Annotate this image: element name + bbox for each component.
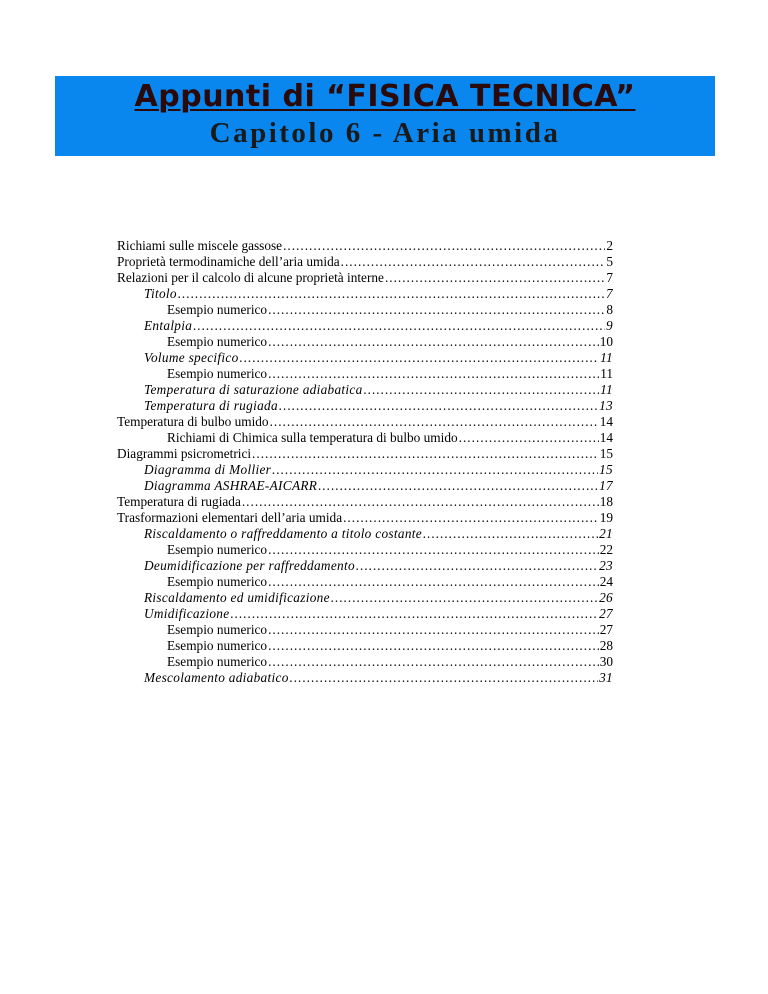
toc-entry-title: Esempio numerico bbox=[167, 542, 268, 557]
toc-entry[interactable] bbox=[117, 398, 613, 414]
toc-entry-title: Esempio numerico bbox=[167, 574, 268, 589]
toc-entry-title: Temperatura di saturazione adiabatica bbox=[144, 382, 363, 397]
toc-entry-title: Diagramma ASHRAE-AICARR bbox=[144, 478, 318, 493]
toc-dot-leader bbox=[268, 638, 599, 654]
toc-entry-title: Temperatura di rugiada bbox=[144, 398, 278, 413]
toc-dot-leader bbox=[268, 366, 599, 382]
toc-dot-leader bbox=[268, 542, 599, 558]
toc-dot-leader bbox=[268, 302, 605, 318]
toc-entry-title: Diagrammi psicrometrici bbox=[117, 446, 252, 461]
toc-entry-title: Umidificazione bbox=[144, 606, 230, 621]
toc-dot-leader bbox=[242, 494, 599, 510]
toc-entry-title: Esempio numerico bbox=[167, 638, 268, 653]
toc-dot-leader bbox=[290, 670, 598, 686]
toc-entry[interactable] bbox=[117, 350, 613, 366]
toc-entry[interactable] bbox=[117, 638, 613, 654]
toc-page-number: 28 bbox=[599, 638, 613, 653]
toc-entry-title: Temperatura di bulbo umido bbox=[117, 414, 269, 429]
toc-entry[interactable] bbox=[117, 622, 613, 638]
toc-page-number: 9 bbox=[606, 318, 613, 333]
toc-dot-leader bbox=[279, 398, 598, 414]
toc-entry-title: Proprietà termodinamiche dell’aria umida bbox=[117, 254, 340, 269]
toc-entry[interactable] bbox=[117, 414, 613, 430]
toc-dot-leader bbox=[270, 414, 599, 430]
toc-dot-leader bbox=[283, 238, 605, 254]
toc-entry[interactable] bbox=[117, 574, 613, 590]
toc-page-number: 27 bbox=[599, 606, 613, 621]
toc-entry[interactable] bbox=[117, 270, 613, 286]
toc-dot-leader bbox=[193, 318, 605, 334]
toc-entry[interactable] bbox=[117, 318, 613, 334]
toc-page-number: 2 bbox=[606, 238, 613, 253]
toc-entry[interactable] bbox=[117, 670, 613, 686]
toc-page-number: 8 bbox=[606, 302, 613, 317]
toc-entry[interactable] bbox=[117, 526, 613, 542]
toc-page-number: 11 bbox=[600, 382, 613, 397]
toc-entry-title: Esempio numerico bbox=[167, 366, 268, 381]
toc-page-number: 15 bbox=[599, 462, 613, 477]
toc-entry-title: Esempio numerico bbox=[167, 334, 268, 349]
toc-page-number: 21 bbox=[599, 526, 613, 541]
toc-page-number: 19 bbox=[599, 510, 613, 525]
toc-entry-title: Esempio numerico bbox=[167, 622, 268, 637]
toc-entry-title: Volume specifico bbox=[144, 350, 239, 365]
toc-page-number: 14 bbox=[599, 414, 613, 429]
toc-page-number: 30 bbox=[599, 654, 613, 669]
toc-dot-leader bbox=[343, 510, 599, 526]
toc-entry[interactable] bbox=[117, 334, 613, 350]
toc-entry-title: Riscaldamento o raffreddamento a titolo costante bbox=[144, 526, 422, 541]
toc-entry-title: Trasformazioni elementari dell’aria umida bbox=[117, 510, 343, 525]
toc-page-number: 26 bbox=[599, 590, 613, 605]
toc-entry-title: Temperatura di rugiada bbox=[117, 494, 241, 509]
toc-page-number: 5 bbox=[606, 254, 613, 269]
toc-page-number: 31 bbox=[599, 670, 613, 685]
toc-entry[interactable] bbox=[117, 302, 613, 318]
toc-entry[interactable] bbox=[117, 254, 613, 270]
toc-page-number: 15 bbox=[599, 446, 613, 461]
toc-entry[interactable] bbox=[117, 542, 613, 558]
toc-entry[interactable] bbox=[117, 510, 613, 526]
toc-page-number: 17 bbox=[599, 478, 613, 493]
toc-entry[interactable] bbox=[117, 654, 613, 670]
toc-dot-leader bbox=[356, 558, 598, 574]
toc-page-number: 13 bbox=[599, 398, 613, 413]
toc-page-number: 22 bbox=[599, 542, 613, 557]
toc-entry[interactable] bbox=[117, 558, 613, 574]
toc-page-number: 11 bbox=[600, 366, 613, 381]
toc-entry[interactable] bbox=[117, 494, 613, 510]
toc-page-number: 24 bbox=[599, 574, 613, 589]
toc-dot-leader bbox=[268, 334, 599, 350]
toc-dot-leader bbox=[364, 382, 600, 398]
toc-entry[interactable] bbox=[117, 382, 613, 398]
toc-page-number: 7 bbox=[606, 270, 613, 285]
toc-entry-title: Riscaldamento ed umidificazione bbox=[144, 590, 330, 605]
toc-entry[interactable] bbox=[117, 430, 613, 446]
title-banner bbox=[55, 76, 715, 156]
toc-dot-leader bbox=[268, 574, 599, 590]
toc-dot-leader bbox=[230, 606, 598, 622]
toc-entry-title: Entalpia bbox=[144, 318, 193, 333]
toc-entry[interactable] bbox=[117, 606, 613, 622]
toc-page-number: 10 bbox=[599, 334, 613, 349]
toc-entry-title: Relazioni per il calcolo di alcune proprietà interne bbox=[117, 270, 384, 285]
document-title: Appunti di “FISICA TECNICA” bbox=[134, 79, 636, 114]
toc-entry[interactable] bbox=[117, 366, 613, 382]
toc-page-number: 14 bbox=[599, 430, 613, 445]
toc-entry[interactable] bbox=[117, 446, 613, 462]
toc-entry-title: Esempio numerico bbox=[167, 302, 268, 317]
toc-entry-title: Titolo bbox=[144, 286, 177, 301]
toc-entry-title: Deumidificazione per raffreddamento bbox=[144, 558, 355, 573]
toc-entry[interactable] bbox=[117, 590, 613, 606]
toc-entry[interactable] bbox=[117, 478, 613, 494]
toc-dot-leader bbox=[385, 270, 605, 286]
toc-entry-title: Richiami di Chimica sulla temperatura di bulbo umido bbox=[167, 430, 458, 445]
toc-entry-title: Mescolamento adiabatico bbox=[144, 670, 289, 685]
toc-dot-leader bbox=[341, 254, 606, 270]
toc-entry-title: Diagramma di Mollier bbox=[144, 462, 272, 477]
toc-dot-leader bbox=[252, 446, 599, 462]
toc-dot-leader bbox=[459, 430, 599, 446]
chapter-subtitle: Capitolo 6 - Aria umida bbox=[209, 117, 561, 149]
toc-dot-leader bbox=[318, 478, 598, 494]
toc-dot-leader bbox=[268, 654, 599, 670]
toc-entry[interactable] bbox=[117, 462, 613, 478]
toc-entry[interactable] bbox=[117, 238, 613, 254]
toc-dot-leader bbox=[268, 622, 599, 638]
toc-page-number: 7 bbox=[606, 286, 613, 301]
toc-entry-title: Esempio numerico bbox=[167, 654, 268, 669]
toc-page-number: 27 bbox=[599, 622, 613, 637]
toc-entry-title: Richiami sulle miscele gassose bbox=[117, 238, 283, 253]
toc-dot-leader bbox=[423, 526, 598, 542]
toc-page-number: 18 bbox=[599, 494, 613, 509]
toc-dot-leader bbox=[240, 350, 600, 366]
toc-dot-leader bbox=[272, 462, 598, 478]
table-of-contents bbox=[117, 238, 613, 686]
toc-entry[interactable] bbox=[117, 286, 613, 302]
toc-page-number: 23 bbox=[599, 558, 613, 573]
toc-page-number: 11 bbox=[600, 350, 613, 365]
toc-dot-leader bbox=[331, 590, 598, 606]
toc-dot-leader bbox=[178, 286, 605, 302]
